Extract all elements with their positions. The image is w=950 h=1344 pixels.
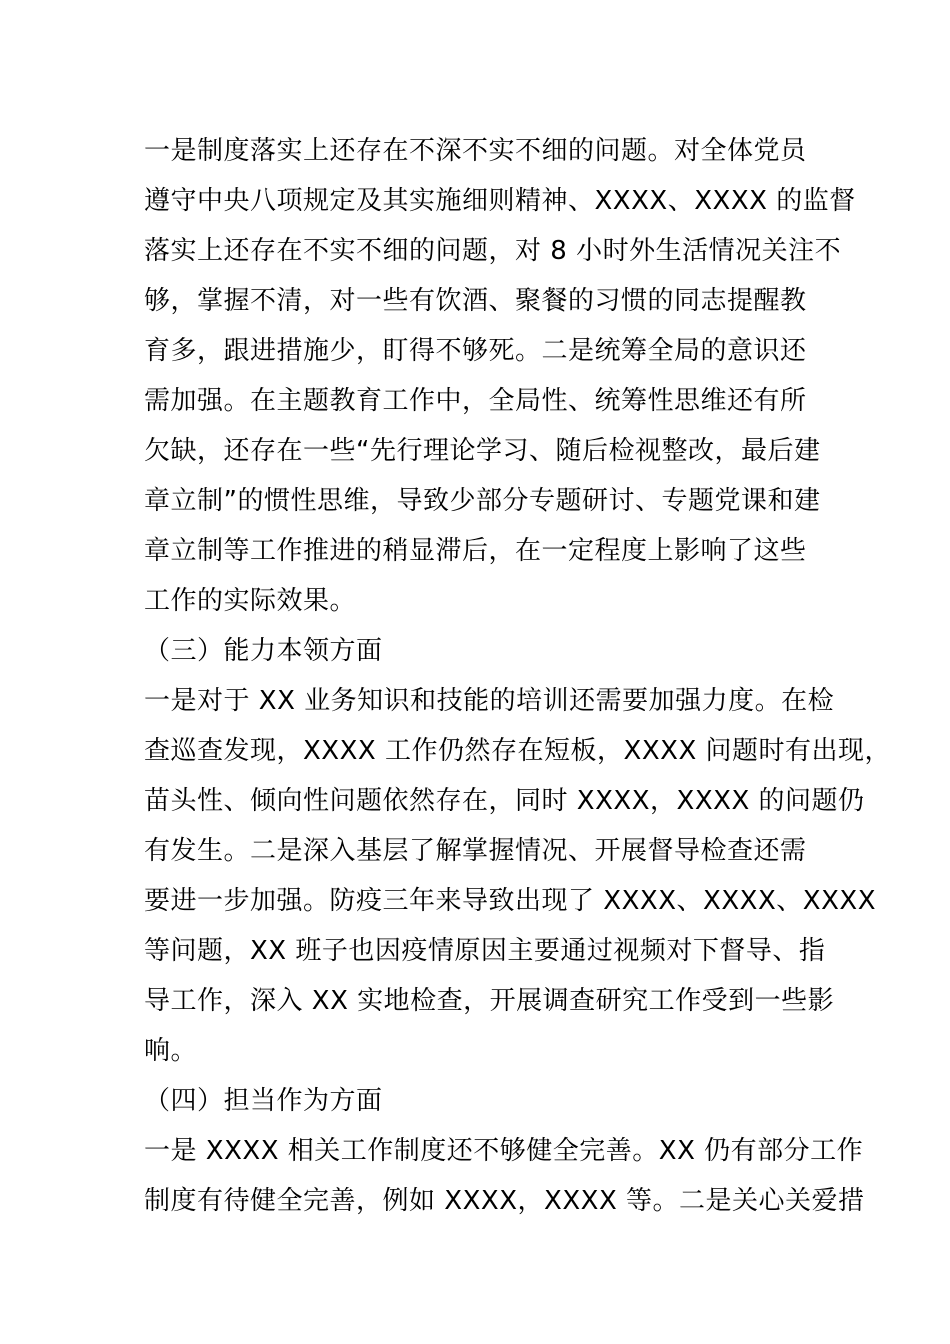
text-line: 有发生。二是深入基层了解掌握情况、开展督导检查还需 [144,836,807,866]
text-line: 苗头性、倾向性问题依然存在，同时 XXXX，XXXX 的问题仍 [144,786,865,816]
section-heading: （四）担当作为方面 [144,1086,383,1116]
text-line: 章立制等工作推进的稍显滞后，在一定程度上影响了这些 [144,536,807,566]
text-line: 一是对于 XX 业务知识和技能的培训还需要加强力度。在检 [144,686,835,716]
text-line: 需加强。在主题教育工作中，全局性、统筹性思维还有所 [144,386,807,416]
text-line: 一是制度落实上还存在不深不实不细的问题。对全体党员 [144,136,807,166]
section-heading: （三）能力本领方面 [144,636,383,666]
document-body [144,126,892,1226]
text-line: 育多，跟进措施少，盯得不够死。二是统筹全局的意识还 [144,336,807,366]
text-line: 工作的实际效果。 [144,586,357,616]
text-line: 够，掌握不清，对一些有饮酒、聚餐的习惯的同志提醒教 [144,286,807,316]
text-line: 要进一步加强。防疫三年来导致出现了 XXXX、XXXX、XXXX [144,886,877,916]
text-line: 欠缺，还存在一些“先行理论学习、随后检视整改，最后建 [144,436,821,466]
text-line: 等问题，XX 班子也因疫情原因主要通过视频对下督导、指 [144,936,826,966]
text-line: 响。 [144,1036,198,1066]
text-line: 落实上还存在不实不细的问题，对 8 小时外生活情况关注不 [144,236,842,266]
text-line: 制度有待健全完善，例如 XXXX，XXXX 等。二是关心关爱措 [144,1186,865,1216]
text-line: 章立制”的惯性思维，导致少部分专题研讨、专题党课和建 [144,486,821,516]
text-line: 一是 XXXX 相关工作制度还不够健全完善。XX 仍有部分工作 [144,1136,864,1166]
text-line: 查巡查发现，XXXX 工作仍然存在短板，XXXX 问题时有出现， [144,736,892,766]
text-line: 遵守中央八项规定及其实施细则精神、XXXX、XXXX 的监督 [144,186,856,216]
text-line: 导工作，深入 XX 实地检查，开展调查研究工作受到一些影 [144,986,835,1016]
